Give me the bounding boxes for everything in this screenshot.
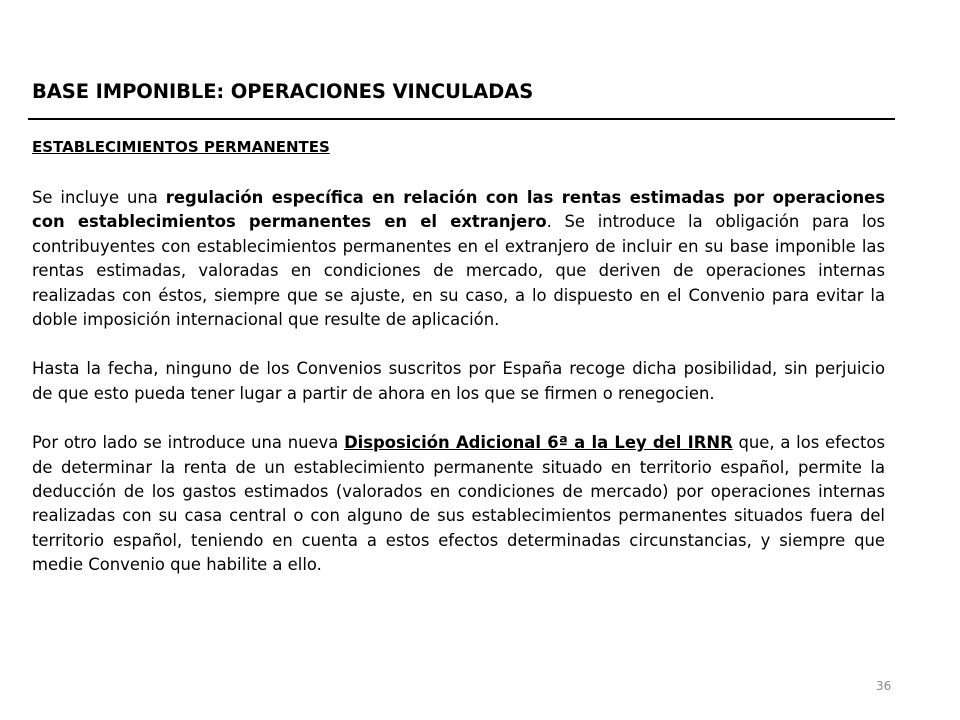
paragraph-establishments — [32, 186, 885, 332]
body-text — [32, 186, 885, 603]
paragraph1-bold: regulación específica en relación con las rentas estimadas por operaciones con establecimientos permanentes en el extranjero — [32, 188, 886, 232]
paragraph1-rest: . Se introduce la obligación para los contribuyentes con establecimientos permanentes en el extranjero de incluir en su base imponible las rentas estimadas, valoradas en condiciones de mercado, que deriven de operaciones internas realizadas con éstos, siempre que se ajuste, en su caso, a lo dispuesto en el Convenio para evitar la doble imposición internacional que resulte de aplicación. — [32, 212, 886, 330]
paragraph3-rest: que, a los efectos de determinar la renta de un establecimiento permanente situado en territorio español, permite la deducción de los gastos estimados (valorados en condiciones de mercado) por operaciones internas realizadas con su casa central o con alguno de sus establecimientos permanentes situados fuera del territorio español, teniendo en cuenta a estos efectos determinadas circunstancias, y siempre que medie Convenio que habilite a ello. — [32, 433, 885, 575]
paragraph-additional-provision — [32, 431, 885, 577]
section-heading: ESTABLECIMIENTOS PERMANENTES — [32, 138, 330, 156]
page-number: 36 — [876, 679, 892, 693]
slide-title: BASE IMPONIBLE: OPERACIONES VINCULADAS — [32, 80, 534, 103]
title-divider — [28, 118, 895, 120]
paragraph3-lead: Por otro lado se introduce una nueva — [32, 433, 345, 453]
paragraph1-lead: Se incluye una — [32, 188, 166, 207]
paragraph-conventions: Hasta la fecha, ninguno de los Convenios suscritos por España recoge dicha posibilidad, sin perjuicio de que esto pueda tener lugar a partir de ahora en los que se firmen o renegocien. — [32, 359, 885, 403]
paragraph3-underlined: Disposición Adicional 6ª a la Ley del IRNR — [344, 433, 733, 453]
